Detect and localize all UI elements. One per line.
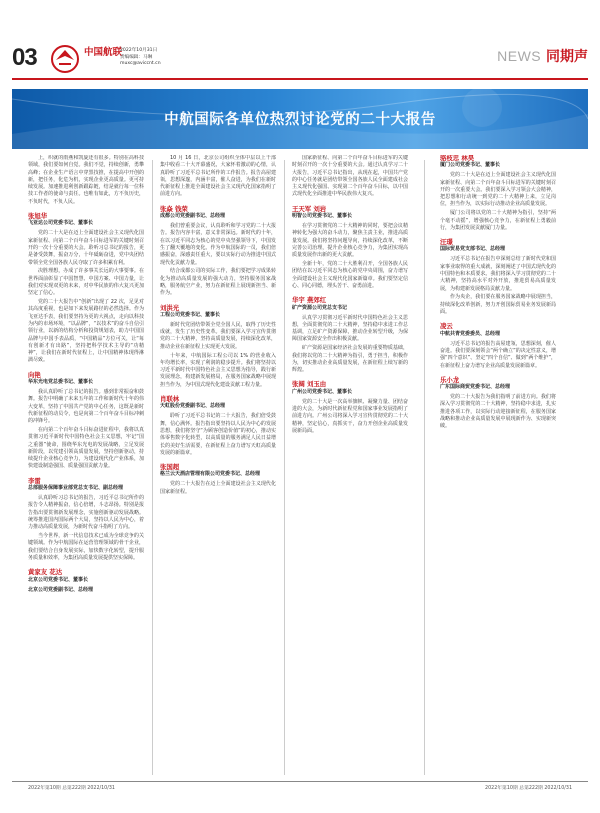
paragraph: 新时代党团结带领全党全国人民，取得了历史性成就，发生了历史性变革。我们要深入学习宣传贯彻党的二十大精神，坚持高质量发展，持续深化改革，推动企业在新征程上实现更大发展。 [160, 321, 276, 350]
author-block [28, 213, 144, 365]
article-column-1 [28, 155, 144, 780]
column-divider [284, 160, 285, 775]
author-name: 王天军 刘岩 [292, 204, 327, 213]
section-title [497, 46, 588, 66]
paragraph: 厦门公司将以党的二十大精神为指引，坚持“两个毫不动摇”，增强核心竞争力，在新征程上勇毅前行，为集团发展贡献厦门力量。 [440, 210, 556, 231]
masthead-rule [12, 78, 588, 80]
footer-rule [12, 781, 588, 782]
paragraph: 在向第二个百年奋斗目标奋进征程中，我将以真贯彻习近平新时代中国特色社会主义思想，牢记“国之重器”使命，围绕华东光电的发展战略，立足发展新阶段，以党建引领高质量发展，坚持创新驱动，持续提升企业核心竞争力，为建设现代化产业体系，加快建设制造强国、质量强国贡献力量。 [28, 427, 144, 470]
author-block [28, 478, 144, 562]
article-column-3 [292, 155, 408, 780]
author-block [28, 372, 144, 471]
author-title: 明智公司党委书记、董事长 [292, 213, 353, 220]
author-name: 肖联林 [160, 395, 180, 404]
author-title: 华东光电党总委书记、董事长 [28, 379, 94, 386]
footer-issue-right: 2022年第10期 总第222期 2022/10/31 [485, 786, 572, 791]
author-block [28, 569, 144, 593]
author-name: 向艳 [28, 370, 41, 379]
author-block [160, 464, 276, 496]
logo-text: 中国航联 [84, 47, 123, 58]
paragraph: 结合成都公司的实际工作，我们要把学习成果转化为推动高质量发展的强大动力，坚持服务国家战略，服务航空产业，努力在新征程上展现新担当、新作为。 [160, 268, 276, 297]
paragraph: 我们曾重要会议，认真聆听和学习党的二十大报告。报告内容丰富，意义非常深远。新时代的十年，在以习近平同志为核心的党中央坚强领导下，中国发生了翻天覆地的变化。作为中航国际的一员，我们倍感振奋，深感责任重大，要以实际行动为推进中国式现代化贡献力量。 [160, 223, 276, 266]
column-divider [152, 160, 153, 775]
paragraph: 作为央企，我们要在服务国家战略中展现担当，持续深化改革创新，努力开创国际贸易业务发展新局面。 [440, 294, 556, 316]
author-title: 北京公司党委书记、董事长 [28, 576, 89, 583]
main-headline: 中航国际各单位热烈讨论党的二十大报告 [164, 112, 436, 128]
author-block [160, 396, 276, 457]
paragraph: 当今世界，新一代信息技术已成为全球竞争的关键领域。作为中航国际在运营管理领域的骨干企业，我们要结合自身发展实际，加快数字化转型，提升服务质量和效率，为集团高质量发展提供坚实保障。 [28, 533, 144, 561]
editor-email: muxc@aviccnt.cn [120, 61, 161, 67]
author-title: 厦门公司党委书记、董事长 [440, 162, 501, 169]
article-column-2 [160, 155, 276, 780]
paragraph: 决胜理想，办成了许多事关长远的大事要事。在世界面前彰显了中国智慧、中国方案、中国力量，让我们对实现双更的未来，对中华民族的伟大复兴更加坚定了信心。 [28, 268, 144, 297]
paragraph: 我认真聆听了总书记的报告。感到非常振奋和鼓舞。报告中明确了未来五年的工作和新时代十年的伟大变革，坚持了中国共产党的中心任务，这既是新时代新征程的动员令，也是向第二个百年奋斗目标冲刺的冲锋号。 [28, 389, 144, 425]
article-column-4 [440, 155, 556, 780]
author-title: 国际贸易党支部书记、总经理 [440, 246, 506, 253]
avic-logo-icon [50, 44, 84, 74]
issue-date: 2022年10月31日 [120, 48, 158, 53]
section-title-en: NEWS [497, 48, 542, 64]
section-title-cn: 同期声 [546, 49, 588, 65]
author-name: 刘洪光 [160, 303, 180, 312]
author-title: 工程公司党委书记、董事长 [160, 311, 221, 318]
page-number: 03 [12, 44, 37, 71]
author-title: 格兰云天酒店管理有限公司党委书记、总经理 [160, 471, 261, 478]
author-block [292, 297, 408, 374]
author-name: 黄家友 花达 [28, 568, 63, 577]
author-title: 北京公司党委副书记、总经理 [28, 586, 94, 593]
author-title: 矿产资源公司党总支书记 [292, 304, 348, 311]
author-block [440, 155, 556, 232]
author-title: 飞亚达公司党委书记、董事长 [28, 220, 94, 227]
author-block [440, 377, 556, 431]
author-name: 李雷 [28, 476, 41, 485]
footer-issue-left: 2022年第10期 总第222期 2022/10/31 [28, 786, 115, 791]
paragraph: 全新十年，党的二十大胜利召开，全国各族人民团结在以习近平同志为核心的党中央周围，奋力谱写全面建设社会主义现代化国家新篇章。我们要坚定信心、同心同德，埋头苦干、奋勇前进。 [292, 261, 408, 289]
paragraph: 在学习贯彻党的二十大精神的同时，要把会议精神转化为强大的奋斗动力，聚焦主责主业，推进高质量发展。我们将坚持问题导向，持续深化改革，不断完善公司治理，提升企业核心竞争力，为集团实现高质量发展作出新的更大贡献。 [292, 223, 408, 259]
author-title: 成都公司党委副书记、总经理 [160, 213, 226, 220]
paragraph: 十年来，中航国际工程公司以 1% 的营业收入年均增长率，实现了利润的稳步提升。我们将坚持以习近平新时代中国特色社会主义思想为指导，践行新发展理念，构建新发展格局，在服务国家战略中展现担当作为，为中国式现代化建设贡献工程力量。 [160, 352, 276, 388]
author-name: 乐小龙 [440, 375, 460, 384]
editor-line: 责编编辑：马琳 [120, 54, 153, 60]
author-name: 华宇 燕郊红 [292, 296, 327, 305]
paragraph: 党的二十大报告中“创新”出现了 22 次，足见对其高度重视，也是如下来发展路径的必然选择。作为飞亚达手表，我们要坚持为更的大视点，走向以科技为内的市场环境，“以品牌”，“以技术”的奋斗自信引领行业，以新的结构分析和投资规划表，助力中国国品牌与中国手表品质，“中国精品”方位可关，让“每有创新才有出路”，坚持把科学技术主导的“功精神”，让我们在新时代征程上，让中国精神体现得淋漓尽致。 [28, 299, 144, 364]
paragraph: 党的二十大是在迈上全面建设社会主义现代化国家新征程、向第二个百年奋斗目标进军的关键时刻召开的一次重要大会。我们要深入学习领会大会精神，把思想和行动统一到党的二十大精神上来，立足岗位，担当作为，以实际行动推动企业高质量发展。 [440, 172, 556, 208]
author-title: 总部服务保障事业部党总支书记、副总经理 [28, 485, 124, 492]
author-name: 张旭华 [28, 212, 48, 221]
author-name: 张焱 钱荣 [160, 204, 188, 213]
column-intro: 10 月 16 日，北京公司组织全体中层以上干部集中收看二十大开幕盛况，大家怀着激动的心情，认真聆听了习近平总书记所作的工作报告。报告高屋建瓴，思想深邃，内涵丰富，催人奋进，为我们在新时代新征程上推进全面建设社会主义现代化国家指明了前进方向。 [160, 155, 276, 198]
column-divider [424, 160, 425, 775]
author-title: 中航共青党委委员、总经理 [440, 330, 501, 337]
author-name: 骆枝忠 林昊 [440, 155, 475, 162]
author-name: 凌云 [440, 322, 453, 331]
author-title: 天虹股份党委副书记、总经理 [160, 403, 226, 410]
column-intro: 国家新征程、向第二个百年奋斗目标进军的关键时刻召开的一次十分重要的大会。通过认真学习二十大报告，习近平总书记指出，从现在起，中国共产党的中心任务就是团结带领全国各族人民全面建成社会主义现代化强国、实现第二个百年奋斗目标，以中国式现代化全面推进中华民族伟大复兴。 [292, 155, 408, 198]
headline-banner [12, 89, 588, 149]
author-block [292, 206, 408, 290]
paragraph: 党的二十大是一次高举旗帜、凝聚力量、团结奋进的大会，为新时代新征程党和国家事业发展指明了前进方向。广州公司将深入学习宣传贯彻党的二十大精神，坚定信心，真抓实干，奋力开创企业高质量发展新局面。 [292, 398, 408, 434]
author-name: 张阔 刘玉由 [292, 380, 327, 389]
paragraph: 习近平总书记的报告高屋建瓴，思想深刻，催人奋进。我们要深刻领会“两个确立”的决定性意义，增强“四个意识”、坚定“四个自信”、做到“两个维护”，在新征程上奋力谱写企业高质量发展新篇章。 [440, 340, 556, 369]
paragraph: 聆听了习近平总书记的二十大报告，我们倍受鼓舞，信心满怀。报告指出要坚持以人民为中心的发展思想，我们将坚守“为顾客创造价值”的初心，推动实体零售数字化转型，以高质量的服务满足人民日益增长的美好生活需要，在新征程上奋力谱写天虹高质量发展的新篇章。 [160, 413, 276, 456]
paragraph: 党的二十大报告为我们指明了前进方向。我们将深入学习贯彻党的二十大精神，坚持稳中求进，扎实推进各项工作，以实际行动迎接新征程，在服务国家战略和推动企业高质量发展中展现新作为、实现新突破。 [440, 394, 556, 430]
paragraph: 认真聆听习总书记的报告，习近平总书记所作的报告令人精神振奋，信心倍增，斗志昂扬。特别是报告指出要贯彻新发展理念，实施创新驱动发展战略。统筹推进国内国际两个大局，坚持以人民为中心，着力推动高质量发展，为新时代奋斗指明了方向。 [28, 495, 144, 531]
issue-meta [120, 48, 161, 68]
column-intro: 上，织就的雨燕和凯旋还有很多。特别在高科技领域，我们要如何自觉。我们不觉，持续创新，勇攀高峰；在企业生产语言中穿黑技推，在提高中开创的新，把任务，化危为机，实现企业更高质量。更可持续发展。加速推进利创新跟踪链，结是就行每一位科技工作者的使命与责任。也唯有如此，方不负历史，不负时代，不负人民。 [28, 155, 144, 205]
author-block [440, 239, 556, 316]
author-block [292, 381, 408, 435]
author-title: 广东国际商贸党委书记、总经理 [440, 384, 511, 391]
author-title: 广州公司党委书记、董事长 [292, 388, 353, 395]
masthead [12, 42, 588, 78]
paragraph: 认真学习贯彻习近平新时代中国特色社会主义思想，全面贯彻党的二十大精神，坚持稳中求进工作总基调，立足矿产资源保障，推动企业转型升级，为保障国家资源安全作出积极贡献。 [292, 314, 408, 343]
author-name: 张国超 [160, 463, 180, 472]
author-name: 汪璟 [440, 238, 453, 247]
paragraph: 党的二十大是在迈上全面建设社会主义现代化国家新征程、向第二个百年奋斗目标进军的关键时刻召开的一次十分重要的大会。聆听习总书记的报告，更是备受鼓舞，振奋万分，十年砥砺奋进，党中央团结带领全党全国各族人民夺取了许多积累有利。 [28, 230, 144, 266]
author-block [160, 305, 276, 389]
paragraph: 矿产资源是国家经济社会发展的重要物质基础，我们将以党的二十大精神为指引，勇于担当，积极作为，切实推动企业高质量发展，在新征程上续写新的辉煌。 [292, 345, 408, 374]
paragraph: 党的二十大报告在迈上全面建设社会主义现代化国家新征程。 [160, 481, 276, 495]
author-block [160, 206, 276, 298]
paragraph: 习近平总书记在报告中深刻总结了新时代党和国家事业取得的重大成就，深刻阐述了中国式现代化的中国特色和本质要求。我们将深入学习贯彻党的二十大精神，坚持高水平对外开放，推进贸易高质量发展，为构建新发展格局贡献力量。 [440, 256, 556, 292]
author-block [440, 323, 556, 369]
